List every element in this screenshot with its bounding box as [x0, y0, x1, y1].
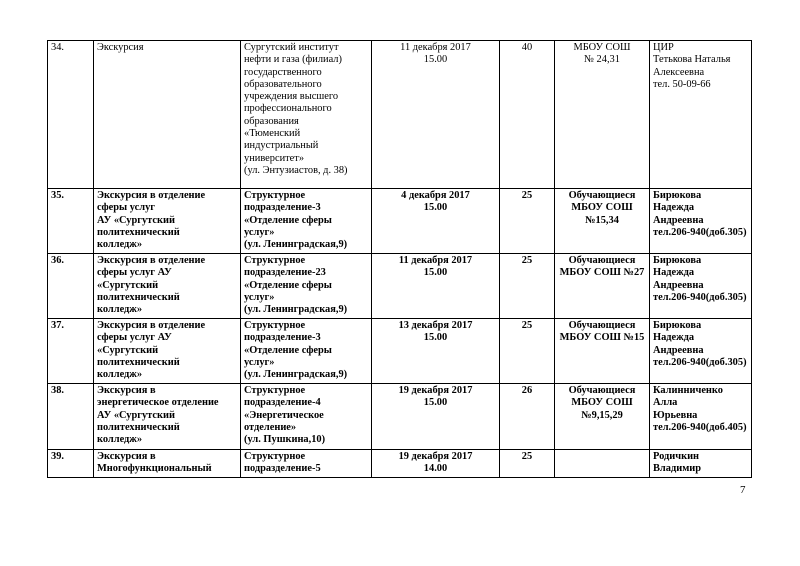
responsible-person	[650, 254, 752, 319]
event-name	[94, 41, 241, 189]
event-place-line: Структурное	[244, 451, 306, 462]
participants	[555, 41, 650, 189]
event-place-line: подразделение-3	[244, 202, 321, 214]
event-name-line: АУ «Сургутский	[97, 214, 175, 226]
responsible-person-line: Бирюкова	[653, 255, 702, 266]
participants	[555, 254, 650, 319]
table-row	[48, 254, 752, 319]
event-name-line: сферы услуг АУ	[97, 332, 172, 344]
responsible-person-line: Андреевна	[653, 279, 704, 291]
event-place-line: подразделение-4	[244, 397, 321, 409]
page-number: 7	[740, 484, 746, 496]
schedule-table	[47, 40, 752, 478]
event-datetime-line: 4 декабря 2017	[401, 190, 470, 201]
event-place-line: нефти и газа (филиал)	[244, 54, 342, 66]
responsible-person	[650, 319, 752, 384]
participants	[555, 450, 650, 478]
event-datetime-line: 15.00	[423, 267, 448, 279]
row-number: 39.	[48, 450, 94, 478]
responsible-person	[650, 450, 752, 478]
responsible-person-line: Надежда	[653, 202, 695, 214]
event-name-line: колледж»	[97, 369, 143, 381]
event-datetime	[372, 319, 500, 384]
table-row	[48, 319, 752, 384]
table-row	[48, 189, 752, 254]
event-name-line: «Сургутский	[97, 279, 159, 291]
participant-count: 40	[500, 41, 555, 189]
event-name	[94, 450, 241, 478]
event-place-line: «Отделение сферы	[244, 214, 332, 226]
event-datetime-line: 15.00	[423, 54, 448, 66]
responsible-person-line: Юрьевна	[653, 409, 698, 421]
schedule-body	[48, 41, 752, 478]
table-row	[48, 450, 752, 478]
event-place	[241, 319, 372, 384]
event-datetime-line: 15.00	[423, 202, 448, 214]
event-datetime	[372, 189, 500, 254]
event-name-line: политехнический	[97, 226, 180, 238]
event-place-line: Структурное	[244, 320, 306, 331]
event-name-line: Экскурсия в отделение	[97, 255, 206, 266]
event-name-line: энергетическое отделение	[97, 397, 219, 409]
event-place-line: «Тюменский	[244, 128, 301, 140]
table-row	[48, 384, 752, 450]
responsible-person-line: тел.206-940(доб.305)	[653, 226, 747, 238]
row-number: 37.	[48, 319, 94, 384]
event-datetime-line: 15.00	[423, 332, 448, 344]
participants-line: Обучающиеся	[568, 385, 636, 396]
event-place-line: Сургутский институт	[244, 42, 339, 53]
event-datetime-line: 14.00	[423, 463, 448, 475]
event-datetime	[372, 384, 500, 450]
responsible-person-line: Тетькова Наталья	[653, 54, 731, 66]
event-place-line: Структурное	[244, 385, 306, 396]
event-place-line: «Отделение сферы	[244, 279, 332, 291]
row-number: 34.	[48, 41, 94, 189]
event-place	[241, 384, 372, 450]
event-name-line: «Сургутский	[97, 344, 159, 356]
responsible-person-line: ЦИР	[653, 42, 674, 53]
event-name-line: колледж»	[97, 304, 143, 316]
event-name-line: политехнический	[97, 421, 180, 433]
participants-line: № 24,31	[584, 54, 620, 66]
responsible-person-line: Алексеевна	[653, 66, 705, 78]
event-place-line: (ул. Ленинградская,9)	[244, 369, 348, 381]
event-datetime	[372, 450, 500, 478]
event-name-line: колледж»	[97, 239, 143, 251]
participants-line: Обучающиеся	[568, 255, 636, 266]
participant-count: 25	[500, 189, 555, 254]
event-name-line: политехнический	[97, 291, 180, 303]
event-name	[94, 254, 241, 319]
event-place-line: отделение»	[244, 421, 297, 433]
participants	[555, 189, 650, 254]
event-name-line: колледж»	[97, 434, 143, 446]
participants-line: №15,34	[585, 214, 619, 226]
event-place-line: индустриальный	[244, 140, 319, 152]
event-place-line: подразделение-3	[244, 332, 321, 344]
event-datetime-line: 11 декабря 2017	[398, 255, 473, 266]
event-place-line: (ул. Ленинградская,9)	[244, 304, 348, 316]
participant-count: 25	[500, 254, 555, 319]
participants-line: МБОУ СОШ	[571, 397, 633, 409]
participants-line: МБОУ СОШ №27	[559, 267, 645, 279]
event-name-line: Экскурсия в отделение	[97, 320, 206, 331]
event-datetime	[372, 41, 500, 189]
event-name-line: сферы услуг АУ	[97, 267, 172, 279]
row-number: 35.	[48, 189, 94, 254]
event-place-line: Структурное	[244, 255, 306, 266]
event-place-line: услуг»	[244, 291, 275, 303]
responsible-person-line: Родичкин	[653, 451, 700, 462]
event-place-line: «Энергетическое	[244, 409, 324, 421]
event-place-line: образовательного	[244, 78, 322, 90]
responsible-person	[650, 384, 752, 450]
participants-line: МБОУ СОШ	[571, 202, 633, 214]
event-name	[94, 189, 241, 254]
event-place-line: Структурное	[244, 190, 306, 201]
event-datetime-line: 19 декабря 2017	[398, 451, 473, 462]
event-datetime-line: 15.00	[423, 397, 448, 409]
event-name	[94, 384, 241, 450]
event-name-line: сферы услуг	[97, 202, 155, 214]
event-datetime-line: 13 декабря 2017	[398, 320, 473, 331]
table-row	[48, 41, 752, 189]
event-name-line: АУ «Сургутский	[97, 409, 175, 421]
responsible-person-line: Андреевна	[653, 344, 704, 356]
event-place-line: (ул. Ленинградская,9)	[244, 239, 348, 251]
responsible-person-line: тел.206-940(доб.305)	[653, 356, 747, 368]
event-place	[241, 450, 372, 478]
event-place-line: профессионального	[244, 103, 332, 115]
event-place-line: подразделение-5	[244, 463, 321, 475]
responsible-person-line: Надежда	[653, 332, 695, 344]
responsible-person-line: тел.206-940(доб.305)	[653, 291, 747, 303]
event-place-line: государственного	[244, 66, 322, 78]
participant-count: 25	[500, 450, 555, 478]
participants	[555, 384, 650, 450]
responsible-person	[650, 189, 752, 254]
event-place-line: подразделение-23	[244, 267, 326, 279]
event-place-line: (ул. Энтузиастов, д. 38)	[244, 164, 348, 176]
responsible-person	[650, 41, 752, 189]
event-place	[241, 41, 372, 189]
responsible-person-line: Бирюкова	[653, 320, 702, 331]
event-place	[241, 254, 372, 319]
event-place-line: университет»	[244, 152, 305, 164]
participants-line: МБОУ СОШ №15	[559, 332, 645, 344]
event-place	[241, 189, 372, 254]
event-name-line: Экскурсия	[97, 42, 144, 53]
event-place-line: (ул. Пушкина,10)	[244, 434, 326, 446]
event-datetime-line: 19 декабря 2017	[398, 385, 473, 396]
responsible-person-line: Калинниченко	[653, 385, 723, 396]
event-datetime	[372, 254, 500, 319]
responsible-person-line: Бирюкова	[653, 190, 702, 201]
event-place-line: «Отделение сферы	[244, 344, 332, 356]
participant-count: 25	[500, 319, 555, 384]
responsible-person-line: тел. 50-09-66	[653, 78, 711, 90]
participants-line: №9,15,29	[581, 409, 623, 421]
responsible-person-line: Алла	[653, 397, 678, 409]
event-name-line: Экскурсия в отделение	[97, 190, 206, 201]
responsible-person-line: тел.206-940(доб.405)	[653, 421, 747, 433]
event-place-line: учреждения высшего	[244, 91, 339, 103]
participant-count: 26	[500, 384, 555, 450]
row-number: 36.	[48, 254, 94, 319]
participants-line: Обучающиеся	[568, 190, 636, 201]
responsible-person-line: Надежда	[653, 267, 695, 279]
event-name-line: Экскурсия в	[97, 451, 156, 462]
event-datetime-line: 11 декабря 2017	[400, 42, 471, 53]
event-place-line: услуг»	[244, 226, 275, 238]
participants-line: Обучающиеся	[568, 320, 636, 331]
event-name-line: политехнический	[97, 356, 180, 368]
participants	[555, 319, 650, 384]
event-place-line: услуг»	[244, 356, 275, 368]
row-number: 38.	[48, 384, 94, 450]
event-name	[94, 319, 241, 384]
event-place-line: образования	[244, 115, 299, 127]
responsible-person-line: Андреевна	[653, 214, 704, 226]
participants-line: МБОУ СОШ	[573, 42, 631, 53]
responsible-person-line: Владимир	[653, 463, 702, 475]
event-name-line: Экскурсия в	[97, 385, 156, 396]
event-name-line: Многофункциональный	[97, 463, 212, 475]
